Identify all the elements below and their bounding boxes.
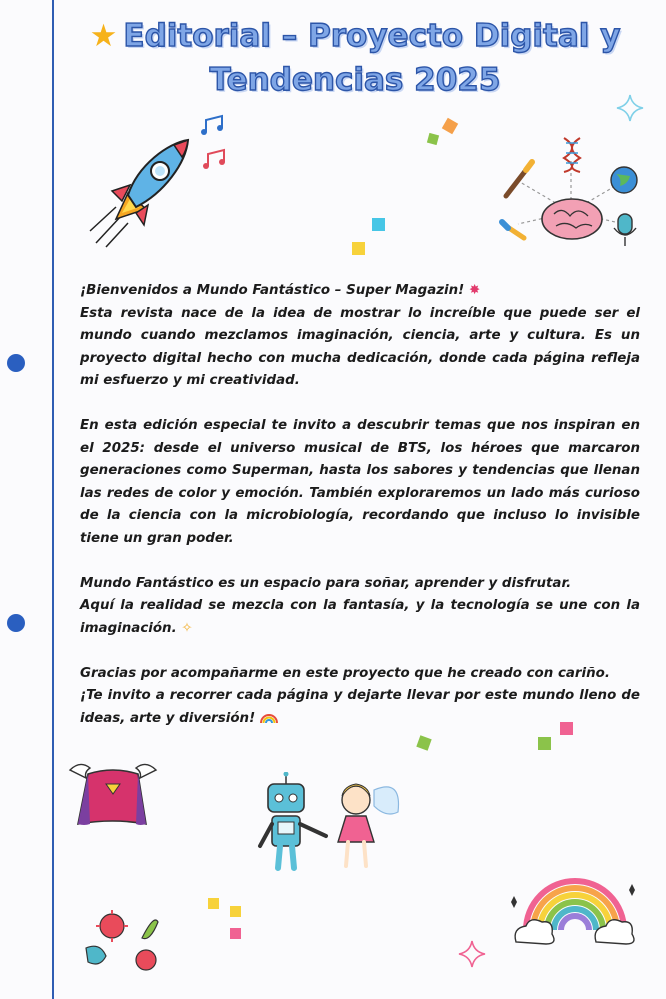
title-line-1: Editorial – Proyecto Digital y [123, 18, 621, 54]
confetti [427, 133, 439, 145]
thanks-line-2: ¡Te invito a recorrer cada página y dejarte llevar por este mundo lleno de ideas, arte y diversión! [80, 688, 640, 726]
binder-hole [7, 614, 25, 632]
robot-and-fairy-icon [256, 772, 406, 882]
title-line-2: Tendencias 2025 [209, 62, 501, 98]
margin-line [52, 0, 54, 999]
edition-paragraph [80, 415, 640, 550]
collision-icon: ✸ [468, 283, 481, 298]
binder-hole [7, 354, 25, 372]
thanks-paragraph [80, 663, 640, 731]
confetti [230, 928, 241, 939]
greeting-line [80, 280, 640, 303]
sparkle-icon [458, 940, 486, 968]
glowing-star-icon: ★ [89, 18, 118, 54]
confetti [372, 218, 385, 231]
rainbow-icon [260, 712, 278, 724]
thanks-line-1: Gracias por acompañarme en este proyecto que he creado con cariño. [80, 665, 610, 681]
brain-science-icon [496, 134, 646, 254]
confetti [560, 722, 573, 735]
rainbow-clouds-icon [510, 866, 640, 946]
editorial-body [80, 280, 640, 753]
intro-paragraph [80, 280, 640, 393]
confetti [538, 737, 551, 750]
page-title [60, 14, 650, 102]
dizzy-icon: ✧ [181, 620, 193, 636]
confetti [352, 242, 365, 255]
super-cape-icon [66, 760, 160, 830]
space-line-1: Mundo Fantástico es un espacio para soñar, aprender y disfrutar. [80, 575, 572, 591]
space-line-2: Aquí la realidad se mezcla con la fantasía, y la tecnología se une con la imaginación. [80, 598, 640, 636]
confetti [442, 118, 458, 134]
confetti [208, 898, 219, 909]
sparkle-icon [616, 94, 644, 122]
confetti [230, 906, 241, 917]
microbes-icon [80, 908, 170, 980]
space-paragraph [80, 573, 640, 641]
edition-text: En esta edición especial te invito a descubrir temas que nos inspiran en el 2025: desde el universo musical de BTS, los héroes que marcaron generaciones como Superman, hasta los sabores y tendencias que llenan las redes de color y emoción. También exploraremos un lado más curioso de la ciencia con la microbiología, recordando que incluso lo invisible tiene un gran poder. [80, 418, 640, 546]
music-notes-icon [200, 114, 230, 176]
greeting-text: ¡Bienvenidos a Mundo Fantástico – Super Magazin! [80, 283, 465, 298]
intro-text: Esta revista nace de la idea de mostrar lo increíble que puede ser el mundo cuando mezclamos imaginación, ciencia, arte y cultura. Es un proyecto digital hecho con mucha dedicación, donde cada página refleja mi esfuerzo y mi creatividad. [80, 305, 640, 388]
rocket-icon [88, 135, 198, 250]
